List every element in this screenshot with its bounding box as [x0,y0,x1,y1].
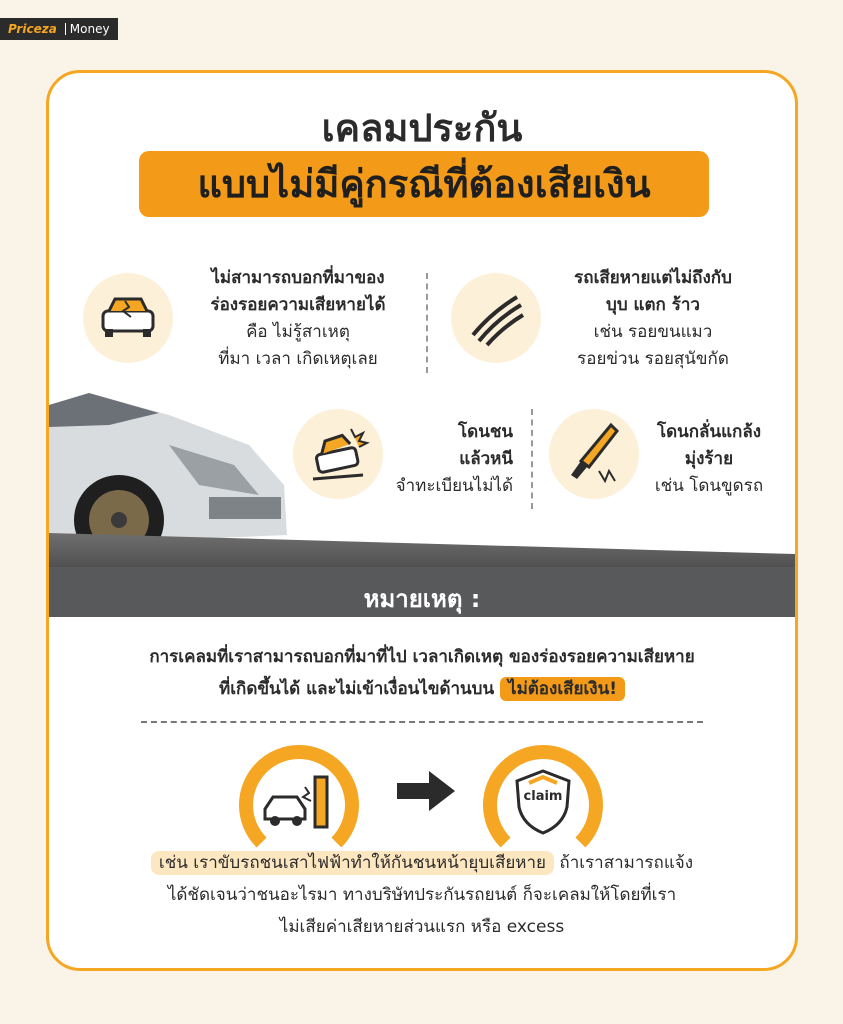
logo-product: Money [69,22,110,36]
priceza-money-logo [0,18,118,40]
item1-bold1: ไม่สามารถบอกที่มาของ [211,268,385,288]
infographic-card [46,70,798,971]
item3-bold1: โดนชน [458,422,513,442]
title-line2: แบบไม่มีคู่กรณีที่ต้องเสียเงิน [139,151,709,217]
item4-bold1: โดนกลั่นแกล้ง [656,422,762,442]
item4-bold2: มุ่งร้าย [684,449,734,469]
item2-text2: รอยข่วน รอยสุนัขกัด [577,349,729,369]
note-highlight: ไม่ต้องเสียเงิน! [500,677,625,701]
arrow-right-icon [397,769,457,817]
hit-and-run-icon [293,409,383,499]
item1-text2: ที่มา เวลา เกิดเหตุเลย [218,349,378,369]
scratch-icon [451,273,541,363]
bottom-example [79,847,765,943]
note-line1: การเคลมที่เราสามารถบอกที่มาที่ไป เวลาเกิดเหตุ ของร่องรอยความเสียหาย [149,647,695,667]
item1-bold2: ร่องรอยความเสียหายได้ [210,295,386,315]
title-line1: เคลมประกัน [321,106,523,150]
divider-bottom [531,409,533,509]
item-hit-and-run [383,419,513,500]
knife-scratch-icon [549,409,639,499]
bottom-line3: ไม่เสียค่าเสียหายส่วนแรก หรือ excess [279,917,565,937]
item3-text1: จำทะเบียนไม่ได้ [395,476,513,496]
item-unknown-cause [183,265,413,373]
divider-top [426,273,428,373]
claim-label: claim [523,789,563,804]
bottom-line1-rest: ถ้าเราสามารถแจ้ง [559,853,694,873]
note-line2: ที่เกิดขึ้นได้ และไม่เข้าเงื่อนไขด้านบน [219,679,495,699]
item1-text1: คือ ไม่รู้สาเหตุ [246,322,350,342]
item-vandalism [639,419,779,500]
note-title: หมายเหตุ : [363,585,481,613]
item2-text1: เช่น รอยขนแมว [593,322,713,342]
car-crash-pole-icon [259,773,339,833]
item-minor-damage [543,265,763,373]
logo-separator [65,23,66,35]
logo-brand: Priceza [8,22,57,36]
item2-bold2: บุบ แตก ร้าว [606,295,700,315]
item4-text1: เช่น โดนขูดรถ [654,476,764,496]
item2-bold1: รถเสียหายแต่ไม่ถึงกับ [574,268,732,288]
note-body [79,641,765,705]
bottom-line2: ได้ชัดเจนว่าชนอะไรมา ทางบริษัทประกันรถยนต์ ก็จะเคลมให้โดยที่เรา [167,885,677,905]
dashed-separator [141,721,703,723]
item3-bold2: แล้วหนี [459,449,513,469]
bottom-highlight: เช่น เราขับรถชนเสาไฟฟ้าทำให้กันชนหน้ายุบเสียหาย [151,851,554,875]
damaged-car-icon [83,273,173,363]
